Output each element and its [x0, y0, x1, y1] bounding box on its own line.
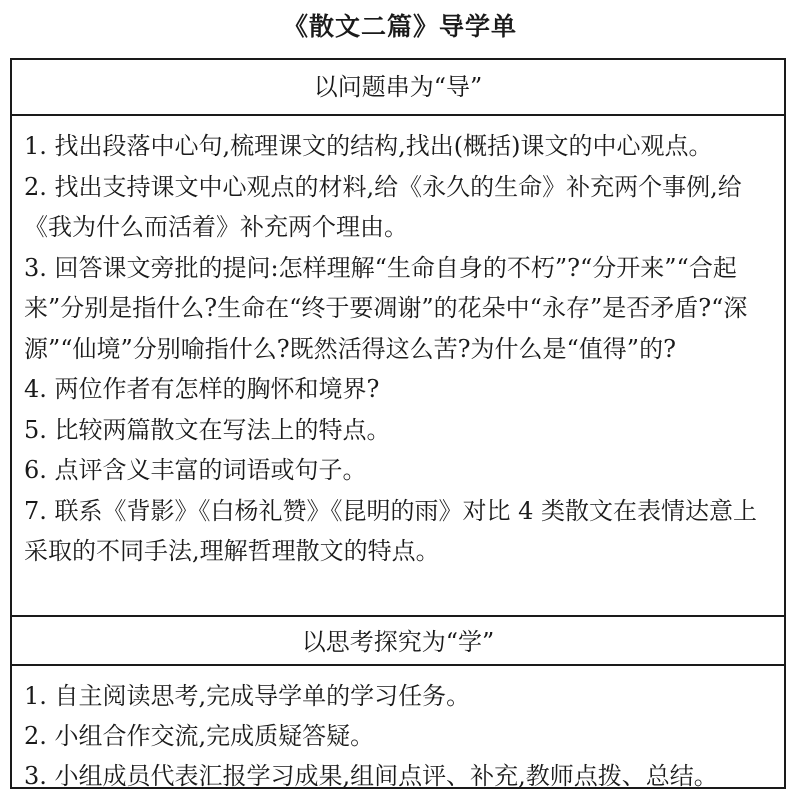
learning-step-list	[12, 666, 784, 796]
list-item: 5. 比较两篇散文在写法上的特点。	[24, 415, 391, 444]
list-item: 3. 小组成员代表汇报学习成果,组间点评、补充,教师点拨、总结。	[24, 762, 718, 790]
list-item: 2. 找出支持课文中心观点的材料,给《永久的生命》补充两个事例,给《我为什么而活着》补充两个理由。	[24, 172, 742, 241]
list-item: 7. 联系《背影》《白杨礼赞》《昆明的雨》对比 4 类散文在表情达意上采取的不同手法,理解哲理散文的特点。	[24, 496, 758, 565]
study-guide-table	[10, 58, 786, 789]
list-item: 2. 小组合作交流,完成质疑答疑。	[24, 722, 375, 750]
page-title: 《散文二篇》导学单	[282, 12, 517, 41]
list-item: 3. 回答课文旁批的提问:怎样理解“生命自身的不朽”?“分开来”“合起来”分别是指什么?生命在“终于要凋谢”的花朵中“永存”是否矛盾?“深源”“仙境”分别喻指什么?既然活得这么苦?为什么是“值得”的?	[24, 253, 748, 363]
question-list	[12, 116, 784, 615]
list-item: 1. 找出段落中心句,梳理课文的结构,找出(概括)课文的中心观点。	[24, 132, 713, 160]
section-heading-guide: 以问题串为“导”	[12, 60, 784, 116]
section-heading-learn: 以思考探究为“学”	[12, 615, 784, 666]
list-item: 6. 点评含义丰富的词语或句子。	[24, 456, 367, 484]
list-item: 4. 两位作者有怎样的胸怀和境界?	[24, 375, 380, 403]
list-item: 1. 自主阅读思考,完成导学单的学习任务。	[24, 682, 471, 710]
